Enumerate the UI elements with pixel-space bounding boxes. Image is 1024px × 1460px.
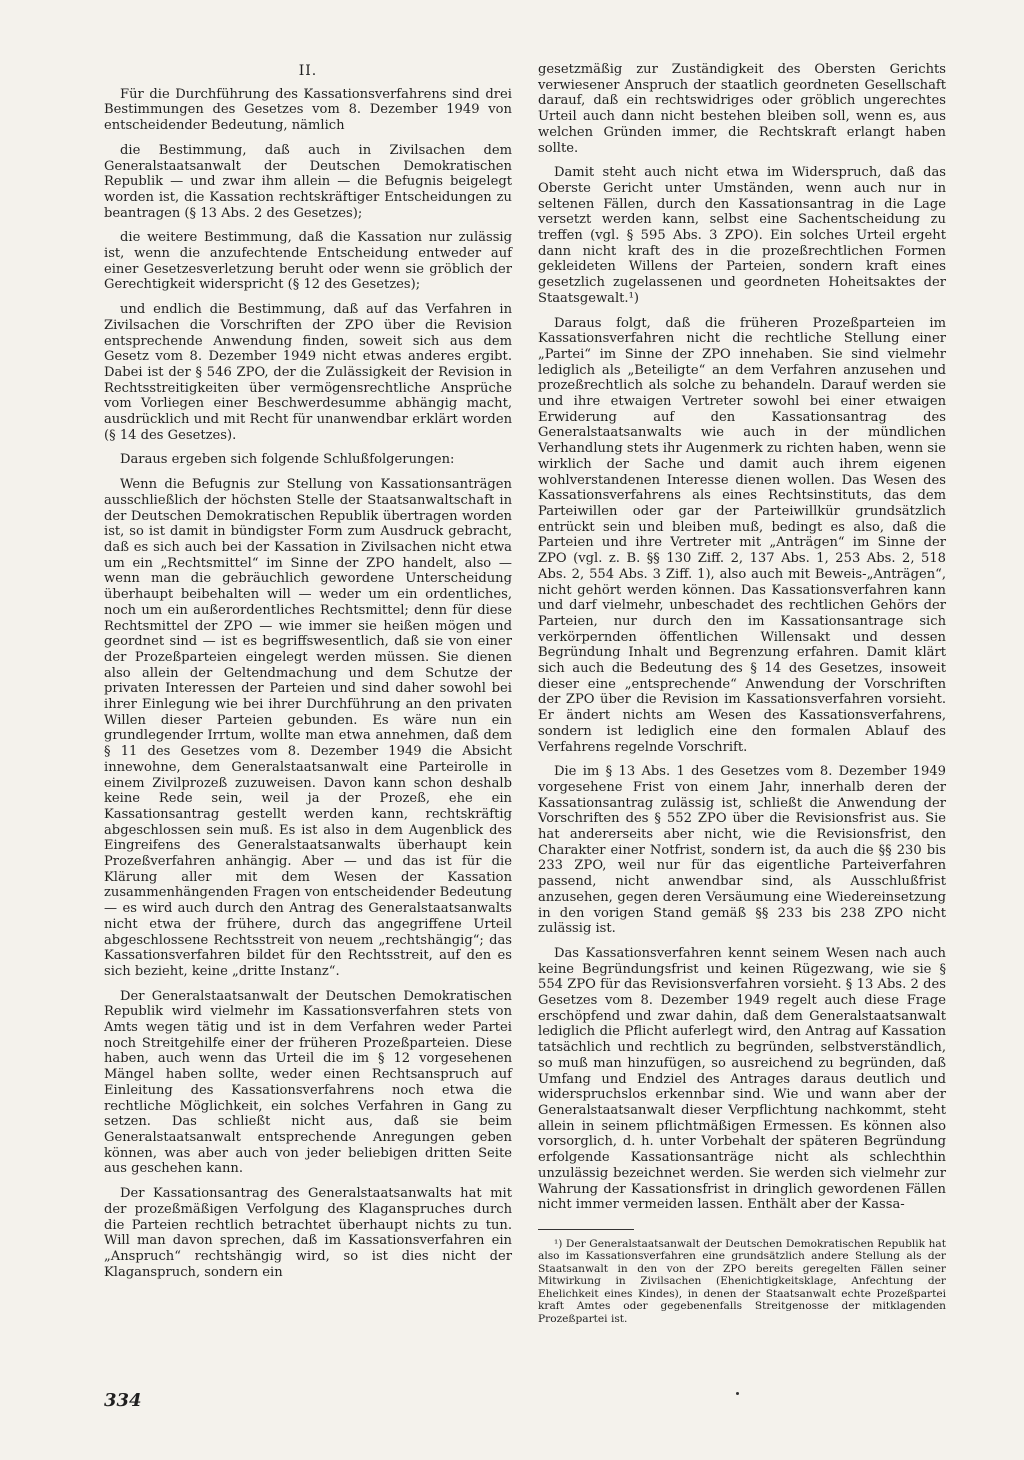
paragraph: Der Generalstaatsanwalt der Deutschen Demokratischen Republik wird vielmehr im Kassationsverfahren stets von Amts wegen tätig und ist in dem Verfahren weder Partei noch Streitgehilfe einer der früheren Prozeßparteien. Diese haben, auch wenn das Urteil die im § 12 vorgesehenen Mängel haben sollte, weder einen Rechtsanspruch auf Einleitung des Kassationsverfahrens noch etwa die rechtliche Möglichkeit, ein solches Verfahren in Gang zu setzen. Das schließt nicht aus, daß sie beim Generalstaatsanwalt entsprechende Anregungen geben können, was aber auch von jeder beliebigen dritten Seite aus geschehen kann. — [104, 988, 512, 1177]
footnote: ¹) Der Generalstaatsanwalt der Deutschen Demokratischen Republik hat also im Kassationsverfahren eine grundsätzlich andere Stellung als der Staatsanwalt in den von der ZPO bereits geregelten Fällen seiner Mitwirkung in Zivilsachen (Ehenichtigkeitsklage, Anfechtung der Ehelichkeit eines Kindes), in denen der Staatsanwalt echte Prozeßpartei kraft Amtes oder gegebenenfalls Streitgenosse der mitklagenden Prozeßpartei ist. — [538, 1237, 946, 1325]
paragraph: Das Kassationsverfahren kennt seinem Wesen nach auch keine Begründungsfrist und keinen Rügezwang, wie sie § 554 ZPO für das Revisionsverfahren vorsieht. § 13 Abs. 2 des Gesetzes vom 8. Dezember 1949 regelt auch diese Frage erschöpfend und zwar dahin, daß dem Generalstaatsanwalt lediglich die Pflicht auferlegt wird, den Antrag auf Kassation tatsächlich und rechtlich zu begründen, selbstverständlich, so muß man hinzufügen, so ausreichend zu begründen, daß Umfang und Endziel des Antrages daraus deutlich und widerspruchslos erkennbar sind. Wie und wann aber der Generalstaatsanwalt dieser Verpflichtung nachkommt, steht allein in seinem pflichtmäßigen Ermessen. Es können also vorsorglich, d. h. unter Vorbehalt der späteren Begründung erfolgende Kassationsanträge nicht als schlechthin unzulässig bezeichnet werden. Sie werden sich vielmehr zur Wahrung der Kassationsfrist in dringlich gewordenen Fällen nicht immer vermeiden lassen. Enthält aber der Kassa- — [538, 945, 946, 1213]
left-column — [104, 64, 512, 1289]
paragraph: Die im § 13 Abs. 1 des Gesetzes vom 8. Dezember 1949 vorgesehene Frist von einem Jahr, innerhalb deren der Kassationsantrag zulässig ist, schließt die Anwendung der Vorschriften des § 552 ZPO über die Revisionsfrist aus. Sie hat andererseits aber nicht, wie die Revisionsfrist, den Charakter einer Notfrist, sondern ist, da auch die §§ 230 bis 233 ZPO, weil nur für das eigentliche Parteiverfahren passend, nicht anwendbar sind, als Ausschlußfrist anzusehen, gegen deren Versäumung eine Wiedereinsetzung in den vorigen Stand gemäß §§ 233 bis 238 ZPO nicht zulässig ist. — [538, 764, 946, 937]
paragraph: Daraus folgt, daß die früheren Prozeßparteien im Kassationsverfahren nicht die rechtliche Stellung einer „Partei“ im Sinne der ZPO innehaben. Sie sind vielmehr lediglich als „Beteiligte“ an dem Verfahren anzusehen und prozeßrechtlich als solche zu behandeln. Darauf werden sie und ihre etwaigen Vertreter sowohl bei einer etwaigen Erwiderung auf den Kassationsantrag des Generalstaatsanwalts wie auch in der mündlichen Verhandlung stets ihr Augenmerk zu richten haben, wenn sie wirklich der Sache und damit auch ihrem eigenen wohlverstandenen Interesse dienen wollen. Das Wesen des Kassationsverfahrens als eines Rechtsinstituts, das dem Parteiwillen oder gar der Parteiwillkür grundsätzlich entrückt sein und bleiben muß, bedingt es also, daß die Parteien und ihre Vertreter mit „Anträgen“ im Sinne der ZPO (vgl. z. B. §§ 130 Ziff. 2, 137 Abs. 1, 253 Abs. 2, 518 Abs. 2, 554 Abs. 3 Ziff. 1), also auch mit Beweis-„Anträgen“, nicht gehört werden können. Das Kassationsverfahren kann und darf vielmehr, unbeschadet des rechtlichen Gehörs der Parteien, nur durch den im Kassationsantrage sich verkörpernden öffentlichen Willensakt und dessen Begründung Inhalt und Begrenzung erfahren. Damit klärt sich auch die Bedeutung des § 14 des Gesetzes, insoweit dieser eine „entsprechende“ Anwendung der Vorschriften der ZPO über die Revision im Kassationsverfahren vorsieht. Er ändert nichts am Wesen des Kassationsverfahrens, sondern ist lediglich eine den formalen Ablauf des Verfahrens regelnde Vorschrift. — [538, 315, 946, 755]
paragraph: Damit steht auch nicht etwa im Widerspruch, daß das Oberste Gericht unter Umständen, wenn auch nur in seltenen Fällen, durch den Kassationsantrag in die Lage versetzt werden kann, selbst eine Sachentscheidung zu treffen (vgl. § 595 Abs. 3 ZPO). Ein solches Urteil ergeht dann nicht kraft des in die prozeßrechtlichen Formen gekleideten Willens der Parteien, sondern kraft eines gesetzlich zugelassenen und geordneten Hoheitsaktes der Staatsgewalt.¹) — [538, 165, 946, 306]
paragraph: Der Kassationsantrag des Generalstaatsanwalts hat mit der prozeßmäßigen Verfolgung des Klaganspruches durch die Parteien rechtlich betrachtet überhaupt nichts zu tun. Will man davon sprechen, daß im Kassationsverfahren ein „Anspruch“ rechtshängig wird, so ist dies nicht der Klaganspruch, sondern ein — [104, 1186, 512, 1280]
page-number: 334 — [104, 1390, 142, 1411]
paragraph: Für die Durchführung des Kassationsverfahrens sind drei Bestimmungen des Gesetzes vom 8. Dezember 1949 von entscheidender Bedeutung, nämlich — [104, 86, 512, 134]
section-heading: II. — [298, 63, 318, 79]
footnote-divider — [538, 1229, 634, 1230]
paragraph: Wenn die Befugnis zur Stellung von Kassationsanträgen ausschließlich der höchsten Stelle der Staatsanwaltschaft in der Deutschen Demokratischen Republik übertragen worden ist, so ist damit in bündigster Form zum Ausdruck gebracht, daß es sich auch bei der Kassation in Zivilsachen nicht etwa um ein „Rechtsmittel“ im Sinne der ZPO handelt, also — wenn man die gebräuchlich gewordene Unterscheidung überhaupt beibehalten will — weder um ein ordentliches, noch um ein außerordentliches Rechtsmittel; denn für diese Rechtsmittel der ZPO — wie immer sie heißen mögen und geordnet sind — ist es begriffswesentlich, daß sie von einer der Prozeßparteien eingelegt werden müssen. Sie dienen also allein der Geltendmachung und dem Schutze der privaten Interessen der Parteien und sind daher sowohl bei ihrer Einlegung wie bei ihrer Durchführung an den privaten Willen dieser Parteien gebunden. Es wäre nun ein grundlegender Irrtum, wollte man etwa annehmen, daß dem § 11 des Gesetzes vom 8. Dezember 1949 die Absicht innewohne, dem Generalstaatsanwalt eine Parteirolle in einem Zivilprozeß zuzuweisen. Davon kann schon deshalb keine Rede sein, weil ja der Prozeß, ehe ein Kassationsantrag gestellt werden kann, rechtskräftig abgeschlossen sein muß. Es ist also in dem Augenblick des Eingreifens des Generalstaatsanwalts überhaupt kein Prozeßverfahren anhängig. Aber — und das ist für die Klärung aller mit dem Wesen der Kassation zusammenhängenden Fragen von entscheidender Bedeutung — es wird auch durch den Antrag des Generalstaatsanwalts nicht etwa der frühere, durch das angegriffene Urteil abgeschlossene Rechtsstreit von neuem „rechtshängig“; das Kassationsverfahren bildet für den Rechtsstreit, auf den es sich bezieht, keine „dritte Instanz“. — [104, 477, 513, 979]
paragraph: die weitere Bestimmung, daß die Kassation nur zulässig ist, wenn die anzufechtende Entscheidung entweder auf einer Gesetzesverletzung beruht oder wenn sie gröblich der Gerechtigkeit widerspricht (§ 12 des Gesetzes); — [104, 230, 512, 293]
paragraph: Daraus ergeben sich folgende Schlußfolgerungen: — [120, 452, 455, 468]
paragraph: und endlich die Bestimmung, daß auf das Verfahren in Zivilsachen die Vorschriften der ZPO über die Revision entsprechende Anwendung finden, soweit sich aus dem Gesetz vom 8. Dezember 1949 nicht etwas anderes ergibt. Dabei ist der § 546 ZPO, der die Zulässigkeit der Revision in Rechtsstreitigkeiten über vermögensrechtliche Ansprüche vom Vorliegen einer Beschwerdesumme abhängig macht, ausdrücklich und mit Recht für unanwendbar erklärt worden (§ 14 des Gesetzes). — [104, 302, 512, 443]
print-mark — [736, 1392, 739, 1395]
paragraph: die Bestimmung, daß auch in Zivilsachen dem Generalstaatsanwalt der Deutschen Demokratischen Republik — und zwar ihm allein — die Befugnis beigelegt worden ist, die Kassation rechtskräftiger Entscheidungen zu beantragen (§ 13 Abs. 2 des Gesetzes); — [104, 142, 512, 221]
right-column — [538, 62, 946, 1334]
paragraph: gesetzmäßig zur Zuständigkeit des Obersten Gerichts verwiesener Anspruch der staatlich geordneten Gesellschaft darauf, daß ein rechtswidriges oder gröblich ungerechtes Urteil auch dann nicht bestehen bleiben soll, wenn es, aus welchen Gründen immer, die Rechtskraft erlangt haben sollte. — [538, 62, 946, 156]
